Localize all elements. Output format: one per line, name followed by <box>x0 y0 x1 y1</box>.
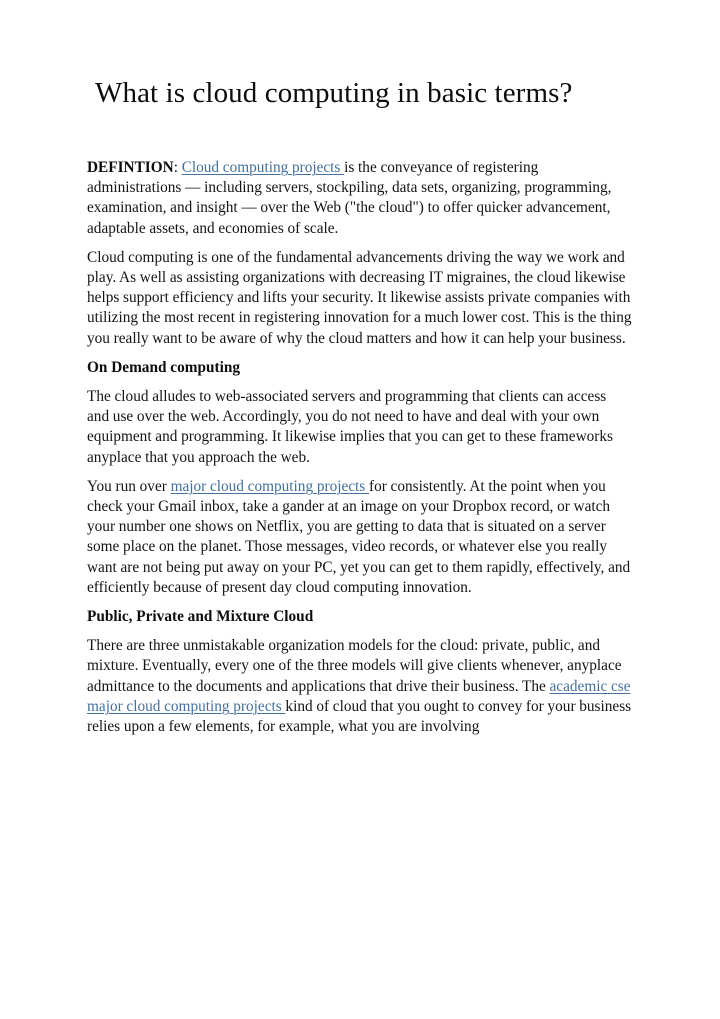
everyday-usage-text-before-link: You run over <box>87 477 171 495</box>
definition-body-text: is the conveyance of registering administrations — including servers, stockpiling, data sets, organizing, programming, examination, and insight — over the Web ("the cloud") to offer quicker advancement, adaptable assets, and economies of scale. <box>87 159 612 237</box>
web-associated-servers-paragraph: The cloud alludes to web-associated servers and programming that clients can access and use over the web. Accordingly, you do not need to have and deal with your own equipment and programming. It likewise implies that you can get to these frameworks anyplace that you approach the web. <box>87 388 613 466</box>
page-title: What is cloud computing in basic terms? <box>95 77 573 109</box>
everyday-cloud-usage-paragraph <box>87 477 632 598</box>
organization-models-paragraph <box>87 636 632 737</box>
link-academic-cse-major-cloud-computing-projects[interactable]: academic cse major cloud computing projects <box>87 677 631 715</box>
organization-models-text-before-link: There are three unmistakable organization models for the cloud: private, public, and mixture. Eventually, every one of the three models will give clients whenever, anyplace admittance to the documents and applications that drive their business. The <box>87 637 622 695</box>
link-major-cloud-computing-projects[interactable]: major cloud computing projects <box>170 477 369 495</box>
heading-on-demand-computing: On Demand computing <box>87 358 240 376</box>
link-cloud-computing-projects[interactable]: Cloud computing projects <box>181 159 345 176</box>
organization-models-text-after-link: kind of cloud that you ought to convey for your business relies upon a few elements, for example, what you are involving <box>87 697 632 736</box>
heading-public-private-mixture-cloud: Public, Private and Mixture Cloud <box>87 608 314 626</box>
document-content <box>87 76 632 737</box>
definition-lead-separator: : <box>173 159 182 176</box>
definition-lead-label: DEFINTION <box>87 159 174 176</box>
definition-paragraph <box>87 158 632 239</box>
document-body <box>87 158 632 737</box>
everyday-usage-text-after-link: for consistently. At the point when you check your Gmail inbox, take a gander at an image on your Dropbox record, or watch your number one shows on Netflix, you are getting to data that is situated on a server some place on the planet. Those messages, video records, or whatever else you really want are not being put away on your PC, yet you can get to them rapidly, effectively, and efficiently because of present day cloud computing innovation. <box>87 477 631 596</box>
cloud-advancements-paragraph: Cloud computing is one of the fundamental advancements driving the way we work and play. As well as assisting organizations with decreasing IT migraines, the cloud likewise helps support efficiency and lifts your security. It likewise assists private companies with utilizing the most recent in registering innovation for a much lower cost. This is the thing you really want to be aware of why the cloud matters and how it can help your business. <box>87 248 632 347</box>
